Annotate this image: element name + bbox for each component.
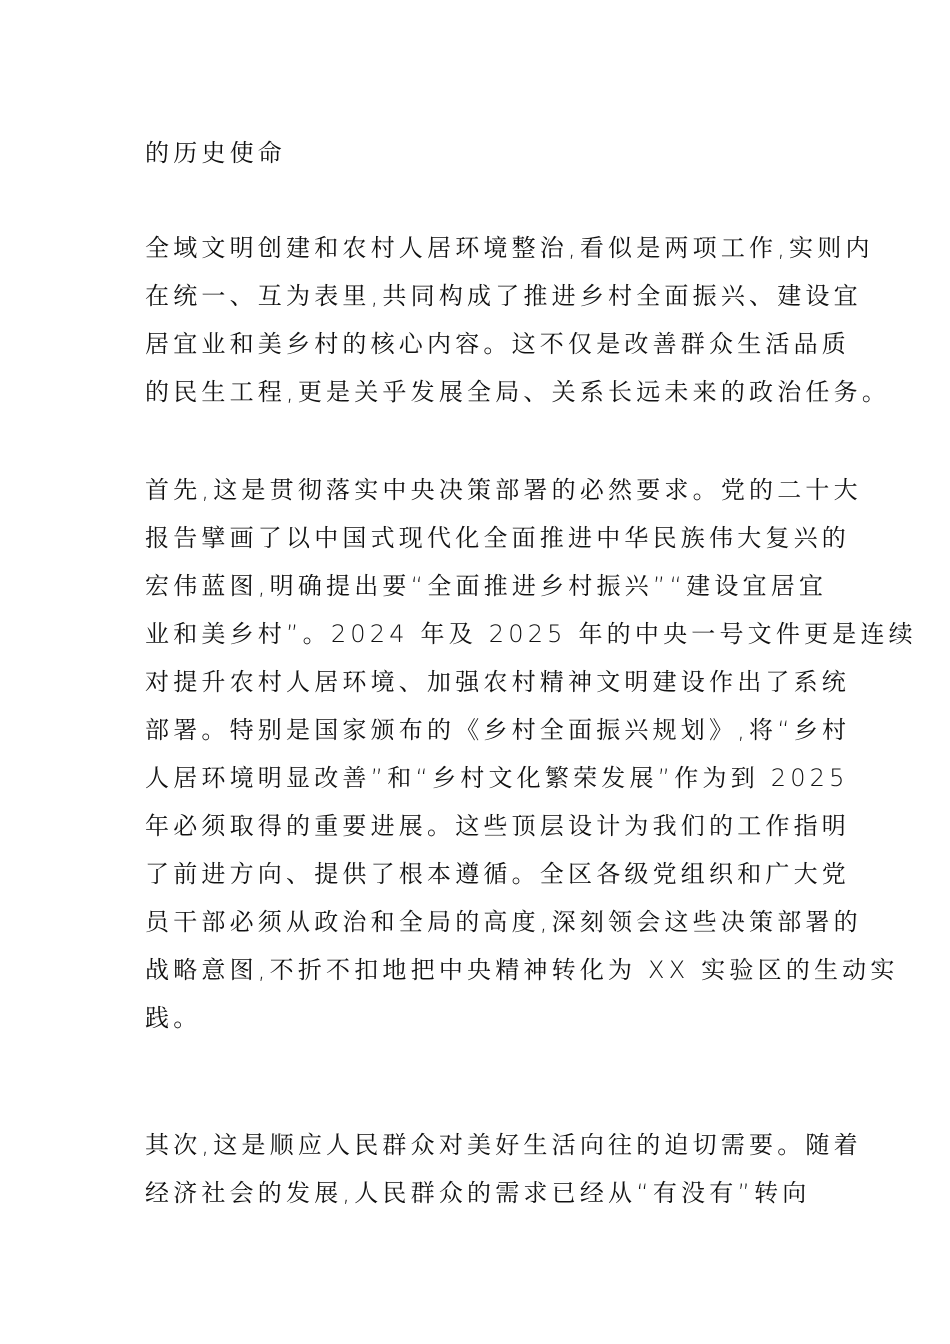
paragraph-line: 的民生工程,更是关乎发展全局、关系长远未来的政治任务。: [145, 378, 891, 406]
paragraph-line: 部署。特别是国家颁布的《乡村全面振兴规划》,将“乡村: [145, 716, 851, 744]
paragraph-line: 对提升农村人居环境、加强农村精神文明建设作出了系统: [145, 668, 850, 696]
paragraph-line: 在统一、互为表里,共同构成了推进乡村全面振兴、建设宜: [145, 282, 862, 310]
paragraph-line: 员干部必须从政治和全局的高度,深刻领会这些决策部署的: [145, 908, 862, 936]
paragraph-line: 其次,这是顺应人民群众对美好生活向往的迫切需要。随着: [145, 1131, 862, 1159]
paragraph-line: 报告擘画了以中国式现代化全面推进中华民族伟大复兴的: [145, 524, 850, 552]
paragraph-line: 首先,这是贯彻落实中央决策部署的必然要求。党的二十大: [145, 476, 862, 504]
paragraph-line: 业和美乡村”。2024 年及 2025 年的中央一号文件更是连续: [145, 620, 917, 648]
paragraph-line: 践。: [145, 1004, 202, 1032]
paragraph-line: 宏伟蓝图,明确提出要“全面推进乡村振兴”“建设宜居宜: [145, 572, 828, 600]
heading-tail-line: 的历史使命: [145, 139, 286, 167]
paragraph-line: 年必须取得的重要进展。这些顶层设计为我们的工作指明: [145, 812, 850, 840]
paragraph-line: 战略意图,不折不扣地把中央精神转化为 XX 实验区的生动实: [145, 956, 899, 984]
paragraph-line: 经济社会的发展,人民群众的需求已经从“有没有”转向: [145, 1179, 811, 1207]
paragraph-line: 人居环境明显改善”和“乡村文化繁荣发展”作为到 2025: [145, 764, 849, 792]
paragraph-line: 居宜业和美乡村的核心内容。这不仅是改善群众生活品质: [145, 330, 850, 358]
paragraph-line: 全域文明创建和农村人居环境整治,看似是两项工作,实则内: [145, 234, 874, 262]
paragraph-line: 了前进方向、提供了根本遵循。全区各级党组织和广大党: [145, 860, 850, 888]
